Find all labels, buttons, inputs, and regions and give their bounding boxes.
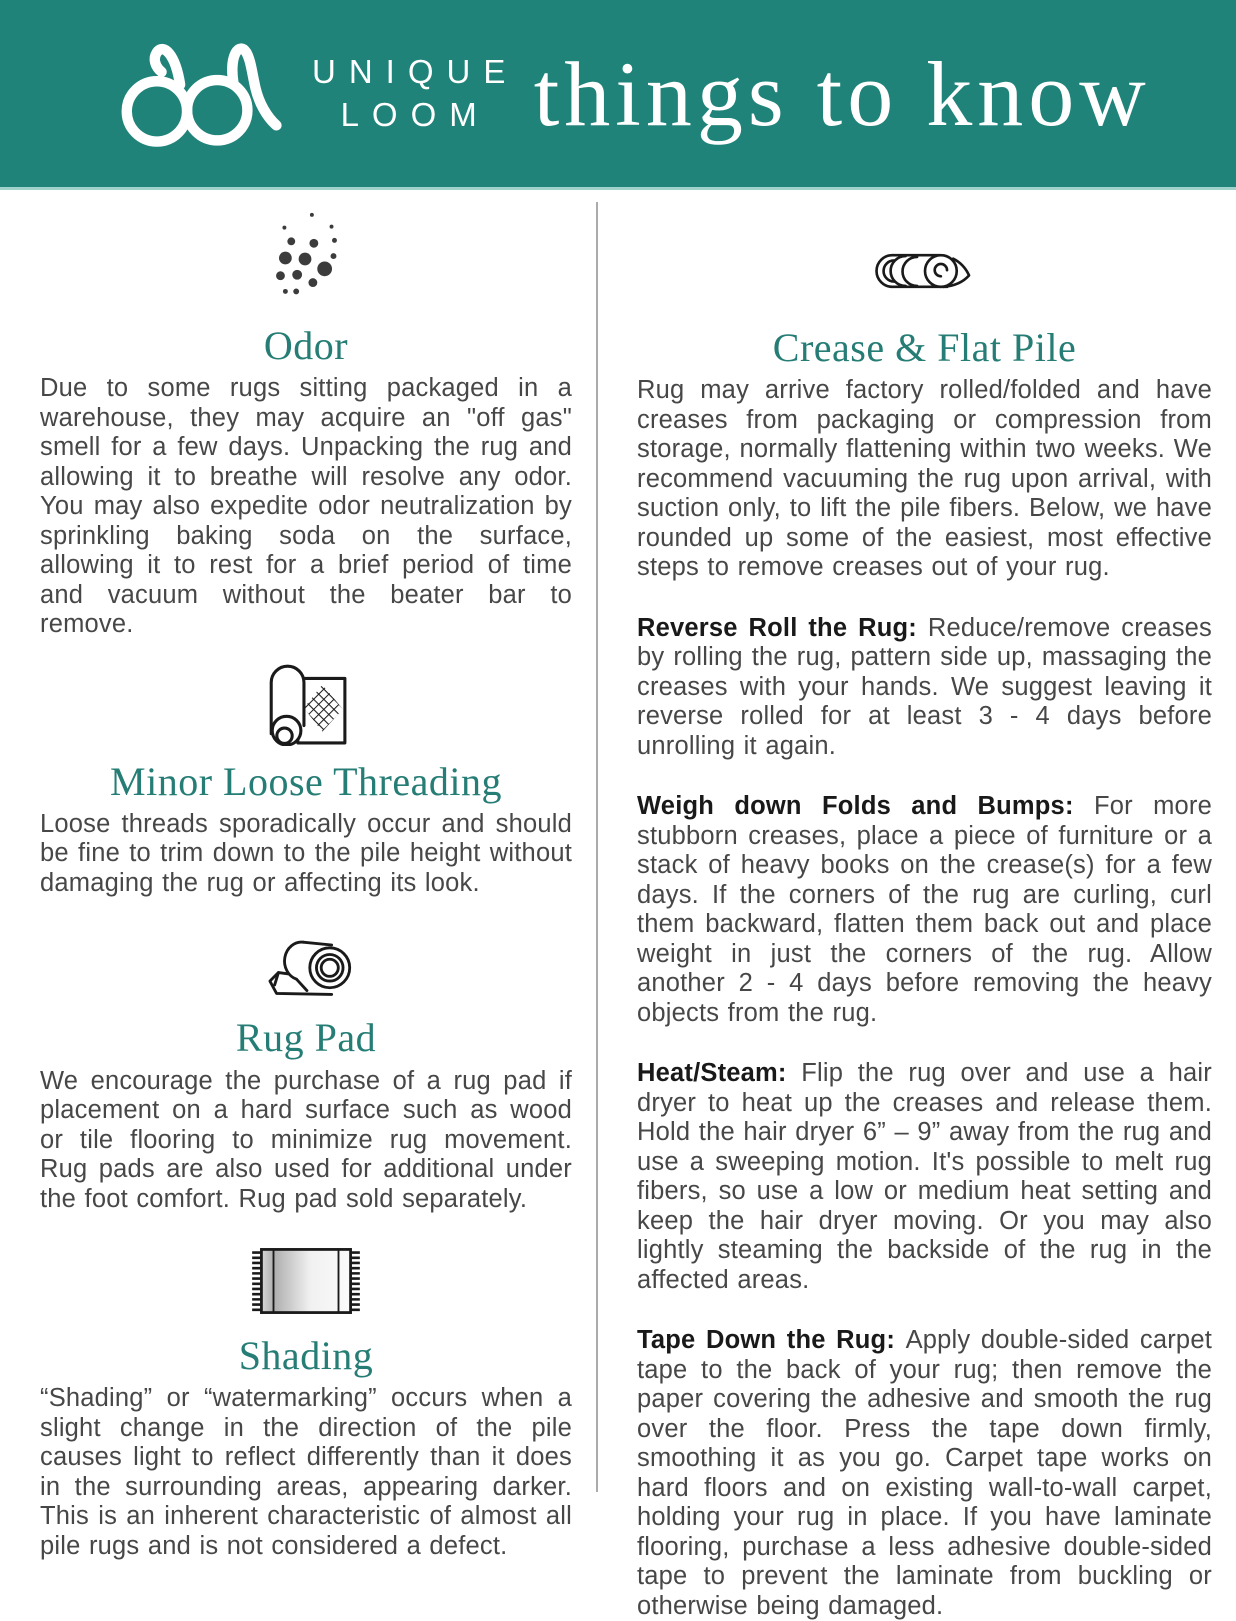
odor-heading: Odor	[263, 323, 349, 368]
page-title: things to know	[533, 42, 1151, 145]
tip-heat-steam	[637, 1059, 1212, 1295]
tip-tape-down	[637, 1326, 1212, 1621]
fringed-rug-icon	[40, 1242, 572, 1320]
header-banner	[0, 0, 1236, 190]
brand-line-1: UNIQUE	[312, 52, 519, 90]
tip-tape-down-lead: Tape Down the Rug:	[637, 1326, 906, 1355]
tip-reverse-roll	[637, 614, 1212, 762]
tip-weigh-down-lead: Weigh down Folds and Bumps:	[637, 792, 1094, 821]
tape-roll-icon	[40, 926, 572, 1002]
tip-heat-steam-body: Flip the rug over and use a hair dryer to heat up the creases and release them. Hold the hair dryer 6” – 9” away from the rug and use a sweeping motion. It's possible to melt rug fibers, so use a low or medium heat setting and keep the hair dryer moving. Or you may also lightly steaming the backside of the rug in the affected areas.	[637, 1059, 1212, 1294]
brand-line-2: LOOM	[340, 95, 490, 133]
crease-flat-pile-body: Rug may arrive factory rolled/folded and have creases from packaging or compression from storage, normally flattening within two weeks. We recommend vacuuming the rug upon arrival, with suction only, to lift the pile fibers. Below, we have rounded up some of the easiest, most effective steps to remove creases out of your rug.	[637, 376, 1212, 582]
rug-pad-heading: Rug Pad	[235, 1015, 377, 1061]
right-column	[637, 190, 1212, 1621]
unique-loom-logo-icon	[112, 36, 290, 152]
tip-heat-steam-lead: Heat/Steam:	[637, 1059, 802, 1088]
tip-weigh-down	[637, 792, 1212, 1028]
tip-reverse-roll-lead: Reverse Roll the Rug:	[637, 613, 928, 642]
section-odor	[40, 206, 572, 640]
section-loose-threading	[40, 658, 572, 899]
section-crease-flat-pile	[637, 244, 1212, 583]
tip-reverse-roll-body: Reduce/remove creases by rolling the rug, pattern side up, massaging the creases with your hands. We suggest leaving it reverse rolled for at least 3 - 4 days before unrolling it again.	[637, 613, 1212, 760]
odor-body: Due to some rugs sitting packaged in a warehouse, they may acquire an "off gas" smell for a few days. Unpacking the rug and allowing it to breathe will resolve any odor. You may also expedite odor neutralization by sprinkling baking soda on the surface, allowing it to rest for a brief period of time and vacuum without the beater bar to remove.	[40, 374, 572, 639]
tip-tape-down-body: Apply double-sided carpet tape to the back of your rug; then remove the paper covering the adhesive and smooth the rug over the floor. Press the tape down firmly, smoothing it as you go. Carpet tape works on hard floors and on existing wall-to-wall carpet, holding your rug in place. If you have laminate flooring, purchase a less adhesive double-sided tape to prevent the laminate from buckling or otherwise being damaged.	[637, 1326, 1212, 1620]
loose-threading-heading: Minor Loose Threading	[110, 758, 502, 804]
crease-flat-pile-heading: Crease & Flat Pile	[772, 325, 1077, 370]
brand-name	[312, 51, 518, 137]
column-divider	[596, 202, 598, 1492]
shading-body: “Shading” or “watermarking” occurs when a slight change in the direction of the pile causes light to reflect differently than it does in the surrounding areas, appearing darker. This is an inherent characteristic of almost all pile rugs and is not considered a defect.	[40, 1384, 572, 1560]
brand-block	[112, 36, 518, 152]
section-rug-pad	[40, 926, 572, 1214]
left-column	[40, 190, 572, 1561]
document-body	[0, 190, 1236, 1620]
loose-threading-body: Loose threads sporadically occur and should be fine to trim down to the pile height without damaging the rug or affecting its look.	[40, 809, 572, 897]
shading-heading: Shading	[238, 1333, 374, 1379]
rolled-rug-crosshatch-icon	[40, 658, 572, 746]
rolled-rug-spiral-icon	[637, 244, 1212, 298]
section-shading	[40, 1242, 572, 1561]
odor-dots-icon	[40, 206, 572, 314]
tip-weigh-down-body: For more stubborn creases, place a piece of furniture or a stack of heavy books on the crease(s) for a few days. If the corners of the rug are curling, curl them backward, flatten them back out and place weight in just the corners of the rug. Allow another 2 - 4 days before removing the heavy objects from the rug.	[637, 792, 1212, 1027]
rug-pad-body: We encourage the purchase of a rug pad if placement on a hard surface such as wood or tile flooring to minimize rug movement. Rug pads are also used for additional under the foot comfort. Rug pad sold separately.	[40, 1066, 572, 1213]
